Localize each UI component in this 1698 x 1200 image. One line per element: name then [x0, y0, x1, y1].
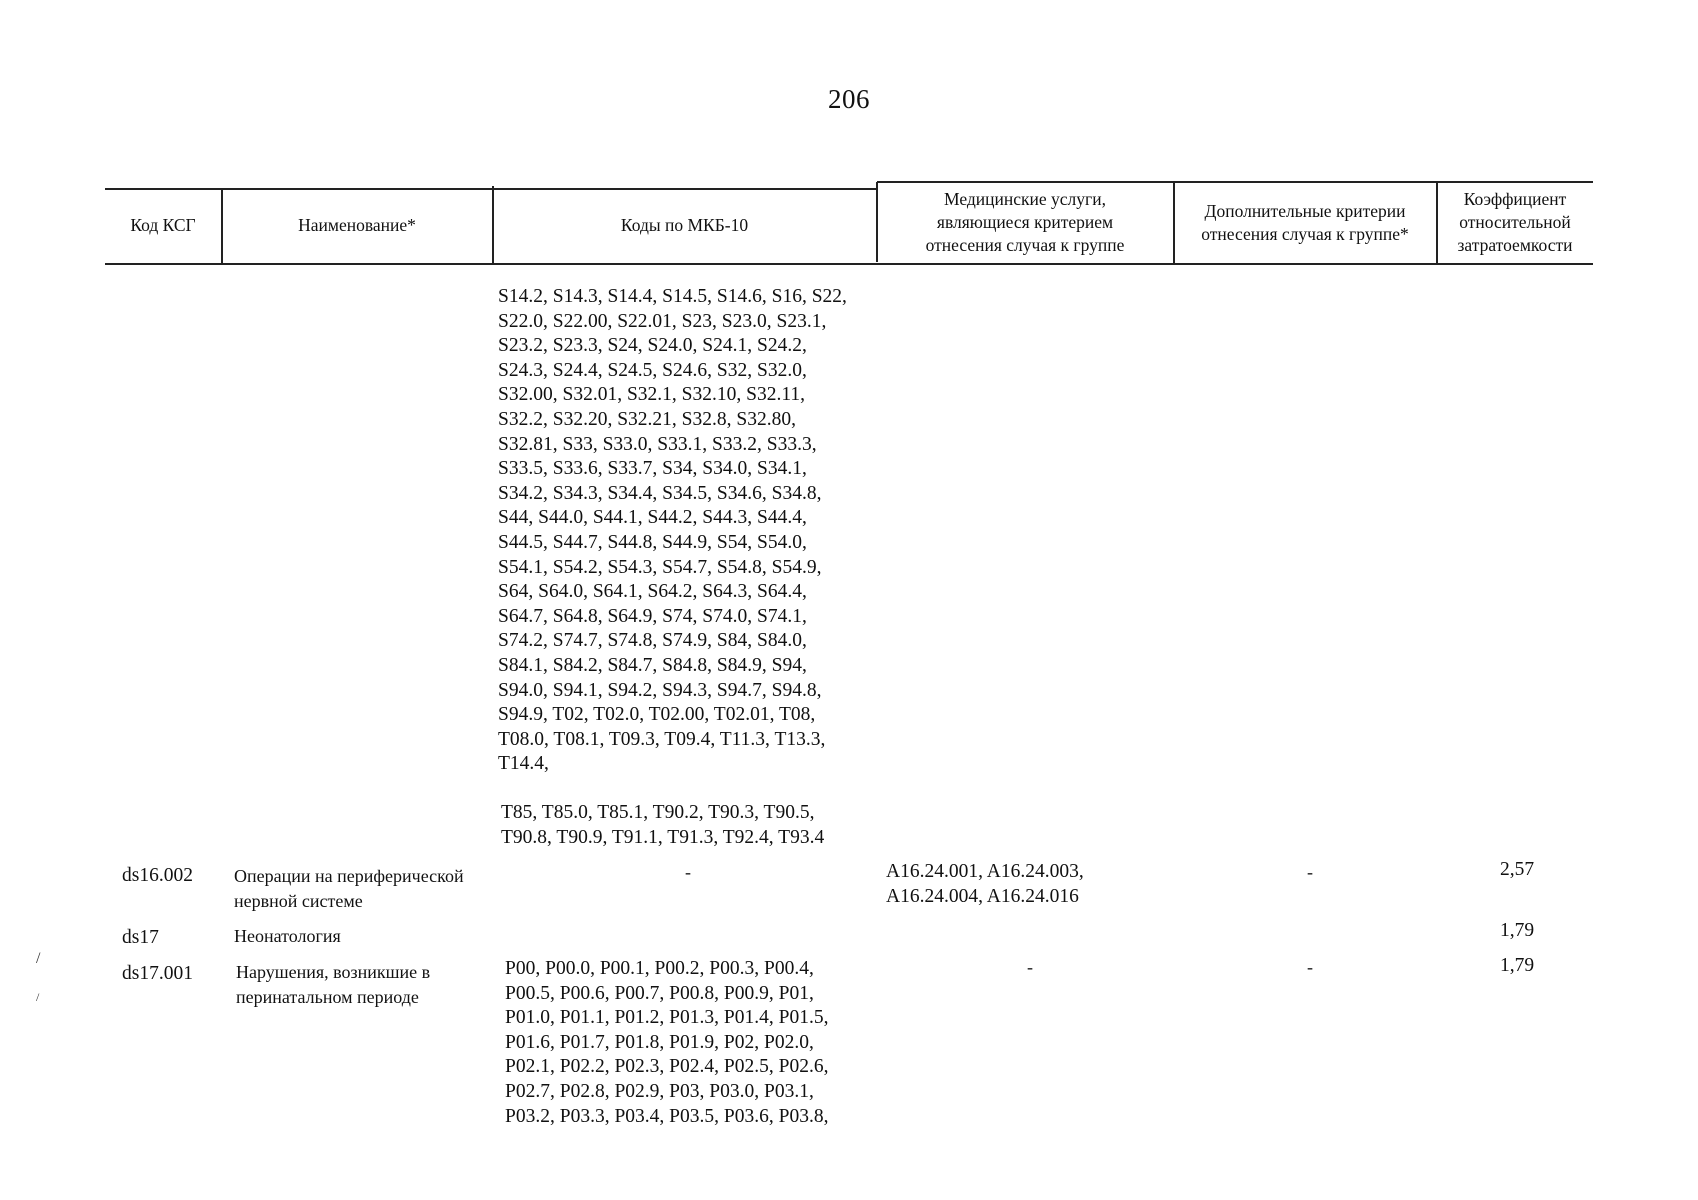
- margin-mark: /: [36, 990, 40, 1004]
- header-code-label: Код КСГ: [130, 215, 196, 235]
- row-code: ds17: [122, 927, 159, 948]
- row-icd: P00, P00.0, P00.1, P00.2, P00.3, P00.4, P00.5, P00.6, P00.7, P00.8, P00.9, P01, P01.0, P01.1, P01.2, P01.3, P01.4, P01.5, P01.6, P01.7, P01.8, P01.9, P02, P02.0, P02.1, P02.2, P02.3, P02.4, P02.5, P02.6, P02.7, P02.8, P02.9, P03, P03.0, P03.1, P03.2, P03.3, P03.4, P03.5, P03.6, P03.8,: [505, 958, 829, 1127]
- row-name: Операции на периферической нервной системе: [234, 866, 464, 911]
- header-coef: [1437, 181, 1593, 263]
- header-icd: [493, 188, 876, 263]
- row-coef: 2,57: [1500, 859, 1535, 880]
- header-coef-line: затратоемкости: [1457, 234, 1573, 255]
- row-name: Неонатология: [234, 926, 341, 946]
- row-coef: 1,79: [1500, 920, 1535, 941]
- header-icd-label: Коды по МКБ-10: [620, 215, 749, 235]
- header-coef-line: Коэффициент: [1463, 188, 1567, 209]
- header-services-line: являющиеся критерием: [936, 212, 1114, 232]
- row-code: ds17.001: [122, 963, 193, 984]
- page-number: 206: [828, 84, 870, 114]
- header-name: [222, 188, 492, 263]
- table-header: [0, 180, 1698, 260]
- row-name: Нарушения, возникшие в перинатальном периоде: [236, 962, 431, 1007]
- row-extra: -: [1307, 957, 1313, 977]
- row-services: A16.24.001, A16.24.003, A16.24.004, A16.24.016: [886, 861, 1084, 907]
- header-services: [877, 182, 1173, 263]
- row-services: -: [1027, 957, 1033, 977]
- header-coef-line: относительной: [1459, 211, 1571, 232]
- header-extra: [1174, 182, 1436, 263]
- row-extra: -: [1307, 862, 1313, 882]
- icd-codes-continuation-2: T85, T85.0, T85.1, T90.2, T90.3, T90.5, T90.8, T90.9, T91.1, T91.3, T92.4, T93.4: [501, 802, 825, 848]
- header-bottom-rule: [105, 263, 1593, 265]
- header-extra-line: Дополнительные критерии: [1204, 200, 1406, 221]
- header-extra-line: отнесения случая к группе*: [1201, 223, 1409, 244]
- margin-mark: /: [36, 950, 41, 967]
- icd-codes-continuation: S14.2, S14.3, S14.4, S14.5, S14.6, S16, S22, S22.0, S22.00, S22.01, S23, S23.0, S23.1, S23.2, S23.3, S24, S24.0, S24.1, S24.2, S24.3, S24.4, S24.5, S24.6, S32, S32.0, S32.00, S32.01, S32.1, S32.10, S32.11, S32.2, S32.20, S32.21, S32.8, S32.80, S32.81, S33, S33.0, S33.1, S33.2, S33.3, S33.5, S33.6, S33.7, S34, S34.0, S34.1, S34.2, S34.3, S34.4, S34.5, S34.6, S34.8, S44, S44.0, S44.1, S44.2, S44.3, S44.4, S44.5, S44.7, S44.8, S44.9, S54, S54.0, S54.1, S54.2, S54.3, S54.7, S54.8, S54.9, S64, S64.0, S64.1, S64.2, S64.3, S64.4, S64.7, S64.8, S64.9, S74, S74.0, S74.1, S74.2, S74.7, S74.8, S74.9, S84, S84.0, S84.1, S84.2, S84.7, S84.8, S84.9, S94, S94.0, S94.1, S94.2, S94.3, S94.7, S94.8, S94.9, T02, T02.0, T02.00, T02.01, T08, T08.0, T08.1, T09.3, T09.4, T11.3, T13.3, T14.4,: [498, 286, 847, 775]
- header-services-line: отнесения случая к группе: [925, 235, 1125, 255]
- row-icd: -: [685, 862, 691, 882]
- header-code: [105, 188, 221, 263]
- header-name-label: Наименование*: [298, 215, 416, 235]
- header-services-line: Медицинские услуги,: [944, 189, 1106, 209]
- row-code: ds16.002: [122, 865, 193, 886]
- row-coef: 1,79: [1500, 955, 1535, 976]
